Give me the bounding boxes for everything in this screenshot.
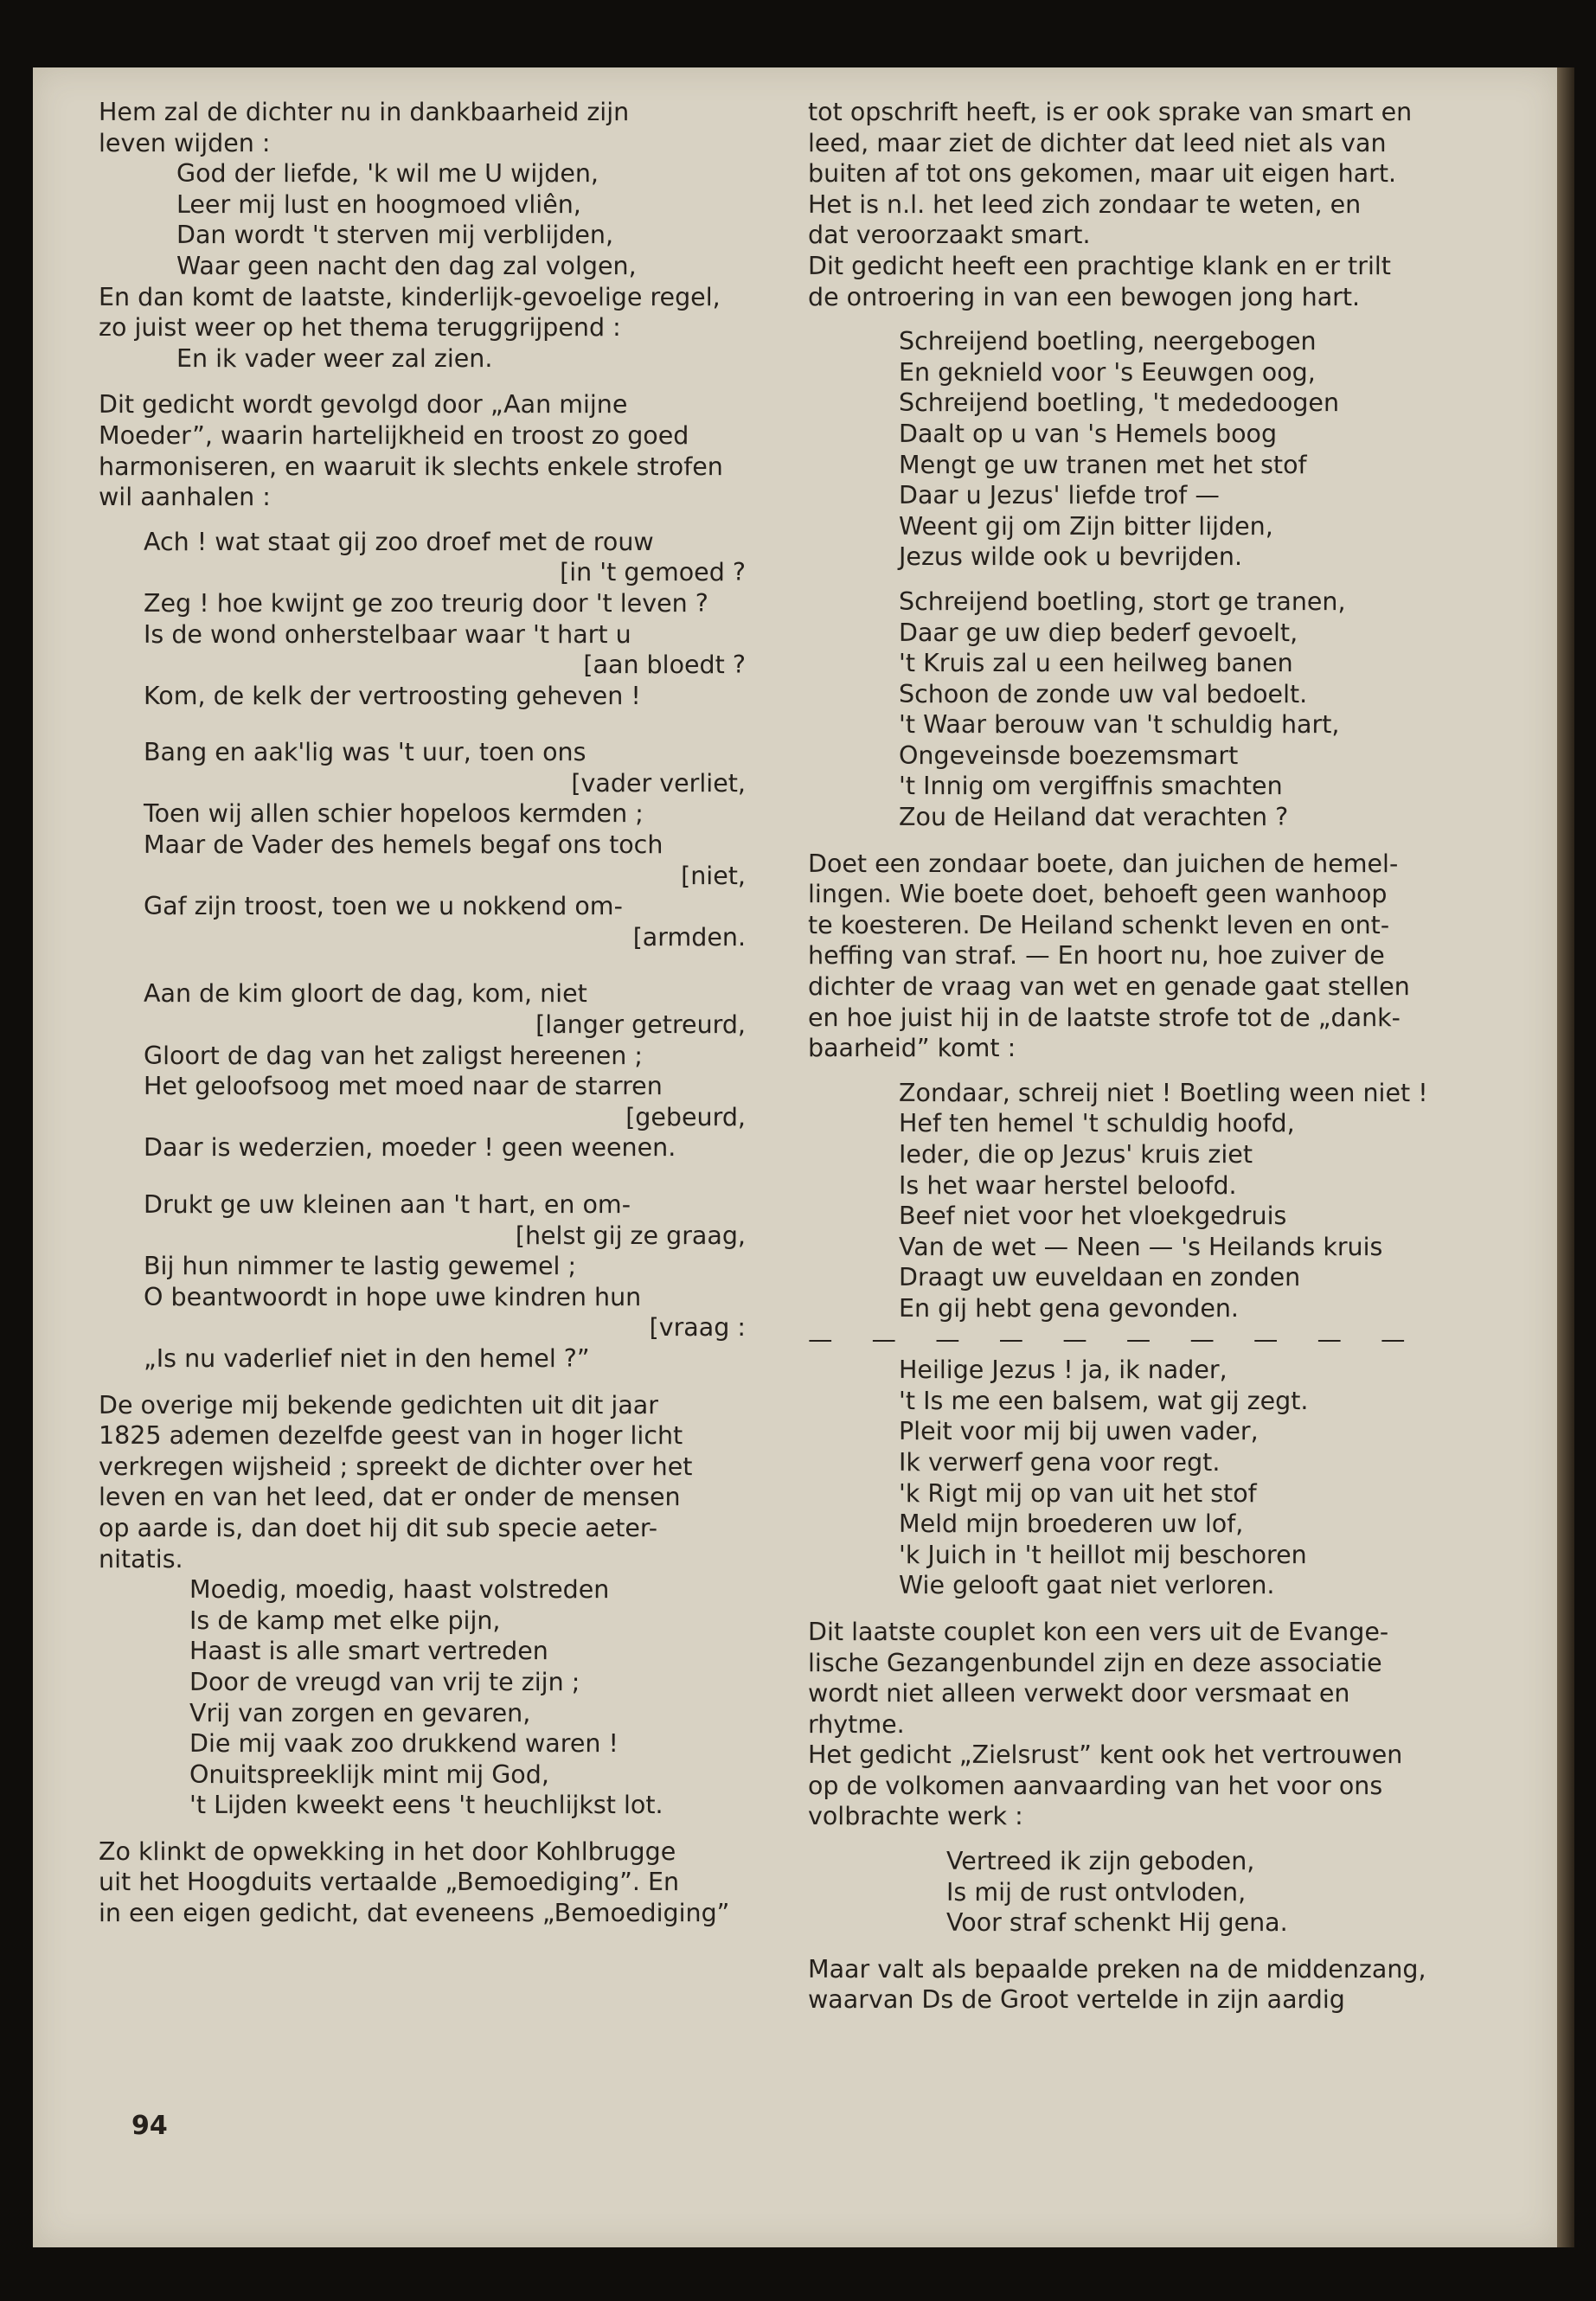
continuation-line: [langer getreurd, [535, 1010, 746, 1040]
verse-line: Toen wij allen schier hopeloos kermden ; [144, 799, 644, 829]
verse-line: Bang en aak'lig was 't uur, toen ons [144, 738, 586, 767]
text-line: En ik vader weer zal zien. [176, 343, 493, 373]
text-line: Leer mij lust en hoogmoed vliên, [176, 189, 581, 219]
text-line: Haast is alle smart vertreden [189, 1637, 548, 1666]
text-line: dichter de vraag van wet en genade gaat stellen [808, 972, 1410, 1002]
text-line: Vrij van zorgen en gevaren, [189, 1698, 531, 1727]
paragraph-opwekking [99, 1836, 775, 1929]
text-line: Heilige Jezus ! ja, ik nader, [899, 1356, 1227, 1385]
text-line: Ieder, die op Jezus' kruis ziet [899, 1140, 1253, 1169]
verse-line: Drukt ge uw kleinen aan 't hart, en om- [144, 1190, 631, 1219]
text-line: Is mij de rust ontvloden, [946, 1877, 1247, 1907]
text-line: buiten af tot ons gekomen, maar uit eigen hart. [808, 159, 1397, 189]
verse-line: Bij hun nimmer te lastig gewemel ; [144, 1252, 577, 1281]
continuation-line: [armden. [632, 922, 746, 952]
verse-line: Maar de Vader des hemels begaf ons toch [144, 830, 663, 860]
right-column [808, 97, 1510, 2016]
text-line: heffing van straf. — En hoort nu, hoe zuiver de [808, 941, 1385, 971]
text-line: Jezus wilde ook u bevrijden. [899, 542, 1243, 572]
text-line: 't Is me een balsem, wat gij zegt. [899, 1386, 1309, 1415]
continuation-line: [niet, [681, 861, 746, 890]
text-line: leed, maar ziet de dichter dat leed niet als van [808, 128, 1387, 157]
verse-line: Gloort de dag van het zaligst hereenen ; [144, 1041, 644, 1070]
text-line: Schoon de zonde uw val bedoelt. [899, 679, 1308, 708]
text-line: Door de vreugd van vrij te zijn ; [189, 1667, 580, 1696]
continuation-line: [aan bloedt ? [583, 651, 746, 680]
text-line: nitatis. [99, 1544, 183, 1574]
text-line: God der liefde, 'k wil me U wijden, [176, 159, 599, 189]
text-line: Zo klinkt de opwekking in het door Kohlbrugge [99, 1836, 676, 1866]
text-line: Beef niet voor het vloekgedruis [899, 1202, 1287, 1231]
dash-separator: — — — — — — — — — — [808, 1324, 1421, 1354]
text-line: Zondaar, schreij niet ! Boetling ween niet ! [899, 1078, 1428, 1107]
text-line: Dit gedicht wordt gevolgd door „Aan mijne [99, 390, 628, 420]
text-line: Meld mijn broederen uw lof, [899, 1509, 1244, 1539]
text-line: wil aanhalen : [99, 483, 271, 512]
text-line: volbrachte werk : [808, 1802, 1023, 1831]
continuation-line: [vraag : [649, 1313, 746, 1343]
text-line: dat veroorzaakt smart. [808, 221, 1091, 250]
verse-line: Is de wond onherstelbaar waar 't hart u [144, 619, 631, 649]
text-line: op aarde is, dan doet hij dit sub specie aeter- [99, 1513, 658, 1542]
paragraph-overige-gedichten [99, 1390, 775, 1575]
verse-line: Kom, de kelk der vertroosting geheven ! [144, 681, 641, 710]
text-line: Moedig, moedig, haast volstreden [189, 1575, 610, 1605]
text-line: Voor straf schenkt Hij gena. [946, 1908, 1288, 1938]
text-line: Doet een zondaar boete, dan juichen de hemel- [808, 849, 1399, 878]
text-line: De overige mij bekende gedichten uit dit jaar [99, 1390, 658, 1420]
paragraph-opschrift [808, 97, 1510, 251]
text-line: Dan wordt 't sterven mij verblijden, [176, 221, 614, 250]
text-line: Wie gelooft gaat niet verloren. [899, 1571, 1275, 1600]
text-line: Maar valt als bepaalde preken na de middenzang, [808, 1954, 1426, 1984]
stanza-3 [99, 978, 775, 1163]
page-number: 94 [131, 2111, 168, 2141]
text-line: Weent gij om Zijn bitter lijden, [899, 511, 1273, 541]
paragraph-klank [808, 251, 1510, 312]
text-line: Vertreed ik zijn geboden, [946, 1847, 1255, 1876]
paragraph-aan-mijne-moeder [99, 389, 775, 512]
stanza-4 [99, 1189, 775, 1375]
text-line: Dit gedicht heeft een prachtige klank en er trilt [808, 251, 1391, 280]
verse-line: Het geloofsoog met moed naar de starren [144, 1072, 663, 1101]
text-line: zo juist weer op het thema teruggrijpend : [99, 313, 621, 343]
text-line: en hoe juist hij in de laatste strofe tot de „dank- [808, 1003, 1401, 1032]
text-line: Daar ge uw diep bederf gevoelt, [899, 618, 1298, 647]
text-line: 'k Rigt mij op van uit het stof [899, 1478, 1257, 1508]
text-line: tot opschrift heeft, is er ook sprake van smart en [808, 98, 1413, 126]
verse-vertreed [808, 1846, 1510, 1939]
verse-zondaar [808, 1078, 1510, 1324]
text-line: uit het Hoogduits vertaalde „Bemoediging”. En [99, 1868, 680, 1897]
text-line: Hef ten hemel 't schuldig hoofd, [899, 1109, 1295, 1138]
text-line: in een eigen gedicht, dat eveneens „Bemoediging” [99, 1899, 730, 1928]
text-line: lische Gezangenbundel zijn en deze associatie [808, 1648, 1382, 1677]
text-line: En geknield voor 's Eeuwgen oog, [899, 357, 1316, 387]
text-line: baarheid” komt : [808, 1034, 1016, 1063]
text-line: 't Waar berouw van 't schuldig hart, [899, 710, 1340, 740]
paragraph-boete [808, 849, 1510, 1064]
text-line: 't Lijden kweekt eens 't heuchlijkst lot. [189, 1791, 663, 1820]
text-line: wordt niet alleen verwekt door versmaat en [808, 1679, 1350, 1708]
text-line: Pleit voor mij bij uwen vader, [899, 1417, 1259, 1446]
text-line: Die mij vaak zoo drukkend waren ! [189, 1729, 619, 1759]
continuation-line: [in 't gemoed ? [560, 558, 746, 587]
text-line: Ongeveinsde boezemsmart [899, 740, 1239, 770]
verse-line: O beantwoordt in hope uwe kindren hun [144, 1282, 642, 1311]
text-line: Dit laatste couplet kon een vers uit de Evange- [808, 1617, 1389, 1646]
verse-line: „Is nu vaderlief niet in den hemel ?” [144, 1343, 590, 1373]
text-line: Waar geen nacht den dag zal volgen, [176, 251, 637, 280]
paragraph-laatste-regel [99, 282, 775, 343]
paragraph-zielsrust [808, 1740, 1510, 1832]
text-line: Schreijend boetling, 't mededoogen [899, 388, 1340, 418]
intro-paragraph [99, 97, 775, 158]
verse-moedig [99, 1574, 775, 1821]
text-line: op de volkomen aanvaarding van het voor ons [808, 1771, 1383, 1800]
stanza-2 [99, 737, 775, 952]
verse-boetling-2 [808, 586, 1510, 833]
book-spine [1557, 67, 1574, 2247]
paragraph-laatste-couplet [808, 1617, 1510, 1740]
paragraph-middenzang [808, 1954, 1510, 2016]
text-line: 1825 ademen dezelfde geest van in hoger licht [99, 1421, 683, 1451]
text-line: verkregen wijsheid ; spreekt de dichter over het [99, 1452, 693, 1481]
stanza-1 [99, 527, 775, 712]
text-line: de ontroering in van een bewogen jong hart. [808, 282, 1361, 311]
text-line: Van de wet — Neen — 's Heilands kruis [899, 1232, 1383, 1261]
text-line: 'k Juich in 't heillot mij beschoren [899, 1540, 1307, 1569]
verse-dankbaarheid [99, 158, 775, 281]
text-line: Zou de Heiland dat verachten ? [899, 803, 1289, 832]
continuation-line: [gebeurd, [625, 1102, 746, 1131]
text-line: 't Innig om vergiffnis smachten [899, 772, 1283, 801]
text-line: 't Kruis zal u een heilweg banen [899, 649, 1293, 678]
text-line: Mengt ge uw tranen met het stof [899, 450, 1307, 479]
text-line: Onuitspreeklijk mint mij God, [189, 1759, 549, 1789]
text-line: Daar u Jezus' liefde trof — [899, 481, 1220, 510]
text-line: leven wijden : [99, 128, 271, 157]
text-line: En gij hebt gena gevonden. [899, 1293, 1239, 1323]
verse-line: Gaf zijn troost, toen we u nokkend om- [144, 892, 623, 921]
verse-line: Ach ! wat staat gij zoo droef met de rouw [144, 527, 654, 556]
verse-line: Daar is wederzien, moeder ! geen weenen. [144, 1133, 676, 1163]
verse-line: Aan de kim gloort de dag, kom, niet [144, 979, 587, 1009]
text-line: Is de kamp met elke pijn, [189, 1606, 501, 1635]
continuation-line: [helst gij ze graag, [515, 1221, 746, 1250]
verse-boetling-1 [808, 326, 1510, 573]
text-line: waarvan Ds de Groot vertelde in zijn aardig [808, 1985, 1345, 2015]
text-line: Het gedicht „Zielsrust” kent ook het vertrouwen [808, 1740, 1403, 1770]
text-line: Schreijend boetling, stort ge tranen, [899, 586, 1346, 616]
text-line: Moeder”, waarin hartelijkheid en troost zo goed [99, 420, 689, 450]
text-line: Schreijend boetling, neergebogen [899, 327, 1317, 356]
left-column [99, 97, 775, 1929]
text-line: Draagt uw euveldaan en zonden [899, 1263, 1301, 1292]
text-line: Het is n.l. het leed zich zondaar te weten, en [808, 189, 1362, 219]
text-line: lingen. Wie boete doet, behoeft geen wanhoop [808, 880, 1388, 909]
text-line: rhytme. [808, 1709, 905, 1739]
text-line: Is het waar herstel beloofd. [899, 1170, 1237, 1200]
continuation-line: [vader verliet, [571, 768, 746, 798]
text-line: En dan komt de laatste, kinderlijk-gevoelige regel, [99, 282, 721, 311]
text-line: te koesteren. De Heiland schenkt leven en ont- [808, 910, 1390, 939]
verse-vader [99, 343, 775, 375]
verse-heilige-jezus [808, 1355, 1510, 1601]
verse-line: Zeg ! hoe kwijnt ge zoo treurig door 't leven ? [144, 588, 708, 618]
text-line: leven en van het leed, dat er onder de mensen [99, 1483, 681, 1512]
text-line: Hem zal de dichter nu in dankbaarheid zijn [99, 98, 630, 126]
text-line: harmoniseren, en waaruit ik slechts enkele strofen [99, 452, 723, 481]
text-line: Daalt op u van 's Hemels boog [899, 419, 1278, 448]
text-line: Ik verwerf gena voor regt. [899, 1447, 1221, 1477]
